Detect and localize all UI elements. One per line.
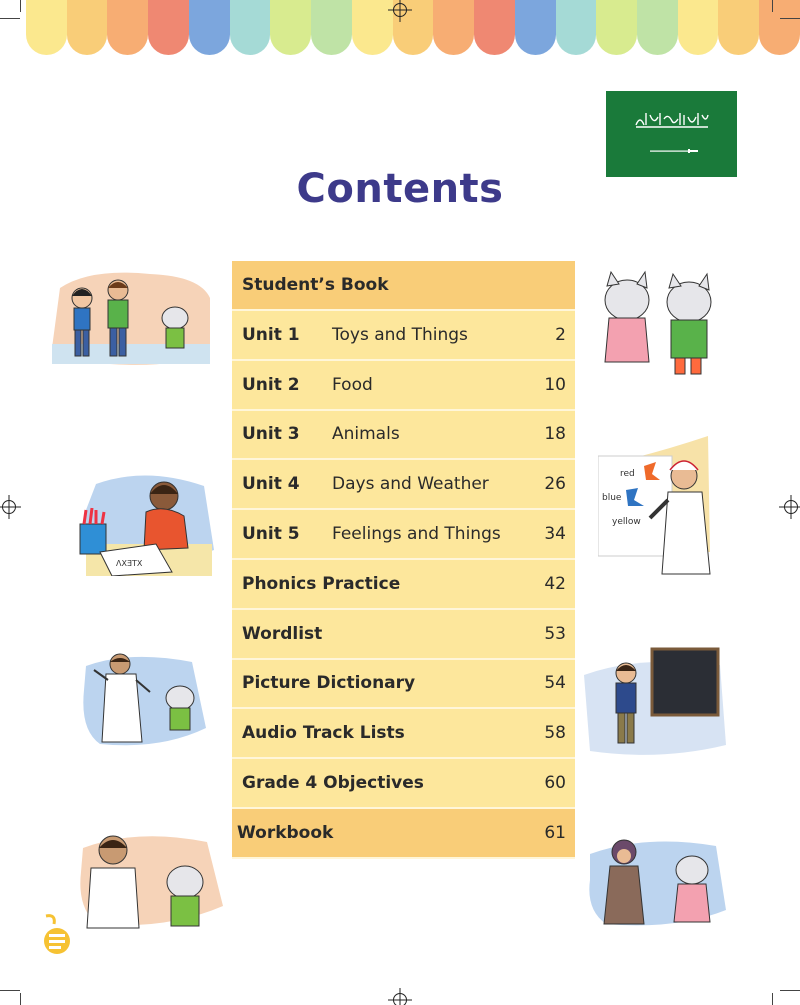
trim-mark — [20, 993, 21, 1005]
svg-text:ɅXƎTX: ɅXƎTX — [116, 559, 143, 568]
trim-mark — [0, 18, 20, 19]
toc-header-row — [232, 261, 575, 311]
scallop-tab — [107, 0, 148, 55]
scallop-tab — [718, 0, 759, 55]
scallop-tab — [311, 0, 352, 55]
scallop-tab — [352, 0, 393, 55]
scallop-tab — [596, 0, 637, 55]
illustration-teacher-at-board — [598, 436, 720, 576]
registration-mark-bottom — [393, 993, 407, 1005]
section-label: Grade 4 Objectives — [242, 773, 424, 794]
scallop-tab — [67, 0, 108, 55]
trim-mark — [0, 990, 20, 991]
registration-mark-top — [393, 3, 407, 17]
flag-sword — [650, 149, 698, 153]
board-word-blue: blue — [602, 493, 622, 503]
illustration-man-cat-clapping — [77, 828, 225, 930]
trim-mark — [780, 990, 800, 991]
page-number: 42 — [544, 573, 566, 594]
scallop-tab — [189, 0, 230, 55]
unit-name: Animals — [332, 424, 400, 445]
toc-row-wordlist[interactable] — [232, 610, 575, 660]
toc-row-unit-5[interactable] — [232, 510, 575, 560]
toc-row-unit-2[interactable] — [232, 361, 575, 411]
unit-name: Food — [332, 374, 373, 395]
illustration-two-cats — [585, 270, 731, 378]
section-label: Audio Track Lists — [242, 723, 405, 744]
page-number: 61 — [544, 822, 566, 843]
toc-row-phonics-practice[interactable] — [232, 560, 575, 610]
scallop-tab — [270, 0, 311, 55]
scallop-tab — [515, 0, 556, 55]
page-number: 54 — [544, 673, 566, 694]
section-label: Phonics Practice — [242, 573, 401, 594]
unit-label: Unit 5 — [242, 524, 300, 545]
board-word-yellow: yellow — [612, 517, 641, 527]
saudi-flag — [606, 91, 737, 177]
illustration-girl-and-cat — [586, 830, 728, 930]
scallop-tab — [230, 0, 271, 55]
page-number: 34 — [544, 524, 566, 545]
unit-name: Feelings and Things — [332, 524, 501, 545]
publisher-logo — [42, 914, 72, 956]
page-number: 2 — [555, 324, 566, 345]
page-number: 10 — [544, 374, 566, 395]
flag-script-emblem — [634, 111, 710, 129]
unit-name: Toys and Things — [332, 324, 468, 345]
page-number: 53 — [544, 623, 566, 644]
page-number: 60 — [544, 773, 566, 794]
trim-mark — [20, 0, 21, 12]
illustration-boys-greeting-cat — [50, 268, 214, 370]
scallop-tab — [637, 0, 678, 55]
toc-header-label: Student’s Book — [242, 275, 389, 295]
scallop-tab — [556, 0, 597, 55]
section-label: Wordlist — [242, 623, 323, 644]
registration-mark-left — [2, 500, 16, 514]
unit-label: Unit 3 — [242, 424, 300, 445]
scallop-tab — [148, 0, 189, 55]
trim-mark — [772, 993, 773, 1005]
trim-mark — [772, 0, 773, 12]
illustration-man-and-cat — [80, 650, 208, 750]
unit-label: Unit 1 — [242, 324, 300, 345]
scallop-tab — [474, 0, 515, 55]
toc-row-grade-4-objectives[interactable] — [232, 759, 575, 809]
toc-row-picture-dictionary[interactable] — [232, 660, 575, 710]
unit-name: Days and Weather — [332, 474, 489, 495]
scallop-tab — [26, 0, 67, 55]
page-number: 58 — [544, 723, 566, 744]
contents-table — [232, 261, 575, 859]
toc-row-unit-4[interactable] — [232, 460, 575, 510]
section-label: Workbook — [237, 822, 334, 843]
unit-label: Unit 4 — [242, 474, 300, 495]
scallop-tab — [433, 0, 474, 55]
scalloped-top-border — [26, 0, 800, 56]
toc-row-unit-1[interactable] — [232, 311, 575, 361]
section-label: Picture Dictionary — [242, 673, 416, 694]
page-number: 26 — [544, 474, 566, 495]
registration-mark-right — [784, 500, 798, 514]
toc-row-unit-3[interactable] — [232, 411, 575, 461]
board-word-red: red — [620, 469, 635, 479]
trim-mark — [780, 18, 800, 19]
scallop-tab — [759, 0, 800, 55]
page-title: Contents — [296, 166, 504, 212]
toc-row-audio-track-lists[interactable] — [232, 709, 575, 759]
scallop-tab — [678, 0, 719, 55]
illustration-boy-at-blackboard — [580, 645, 726, 761]
page-number: 18 — [544, 424, 566, 445]
unit-label: Unit 2 — [242, 374, 300, 395]
illustration-boy-writing — [76, 470, 216, 576]
toc-row-workbook[interactable] — [232, 809, 575, 859]
